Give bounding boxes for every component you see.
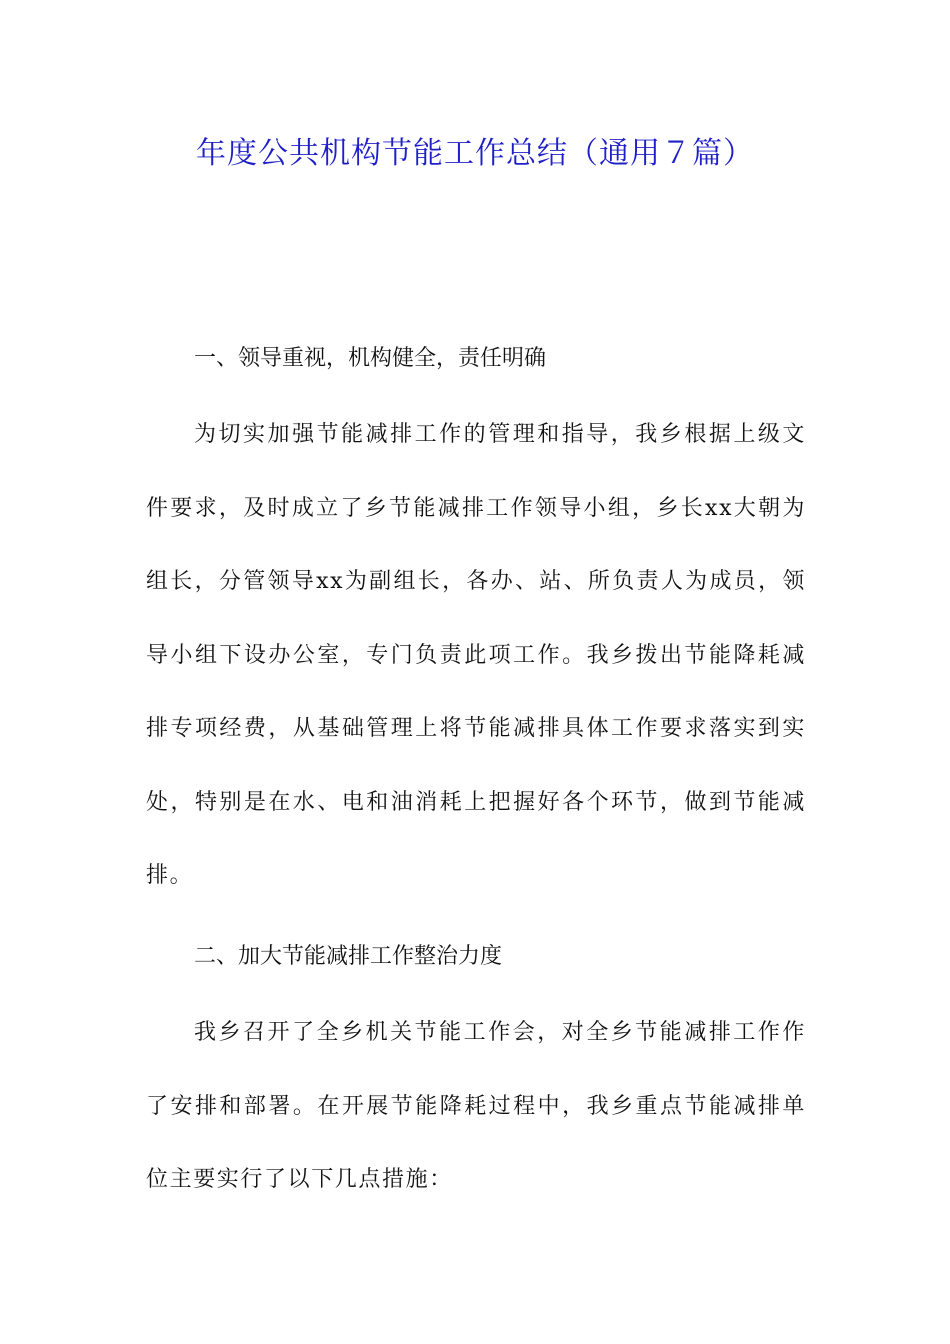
section-heading-2: 二、加大节能减排工作整治力度 [194, 944, 503, 969]
document-title: 年度公共机构节能工作总结（通用７篇） [196, 136, 754, 171]
section-paragraph-1: 为切实加强节能减排工作的管理和指导，我乡根据上级文件要求，及时成立了乡节能减排工作领导小组，乡长xx大朝为组长，分管领导xx为副组长，各办、站、所负责人为成员，领导小组下设办公室，专门负责此项工作。我乡拨出节能降耗减排专项经费，从基础管理上将节能减排具体工作要求落实到实处，特别是在水、电和油消耗上把握好各个环节，做到节能减排。 [146, 422, 806, 888]
section-heading-1: 一、领导重视，机构健全，责任明确 [194, 346, 547, 371]
section-paragraph-2: 我乡召开了全乡机关节能工作会，对全乡节能减排工作作了安排和部署。在开展节能降耗过程中，我乡重点节能减排单位主要实行了以下几点措施： [146, 1020, 806, 1192]
